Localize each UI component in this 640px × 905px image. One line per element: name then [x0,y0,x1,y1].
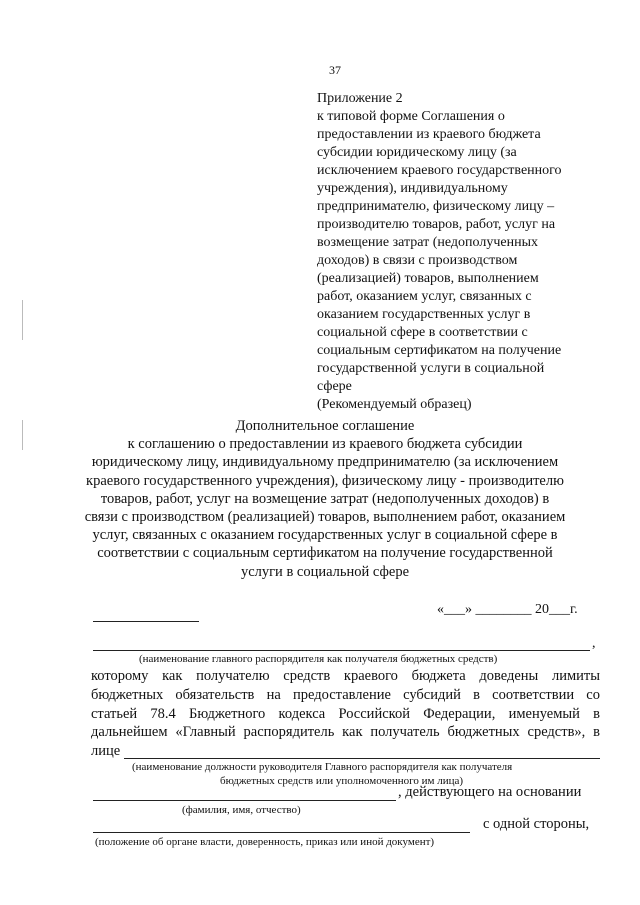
appendix-line: сфере [317,379,352,394]
body-line: которому как получателю средств краевого бюджета доведены лимиты [91,668,600,684]
appendix-line: исключением краевого государственного [317,163,562,178]
acting-basis-text: , действующего на основании [398,784,582,800]
appendix-line: к типовой форме Соглашения о [317,109,505,124]
comma: , [592,636,596,651]
position-blank [124,758,600,759]
appendix-line: оказанием государственных услуг в [317,307,531,322]
caption-position: (наименование должности руководителя Главного распорядителя как получателя [132,761,513,773]
title-line: связи с производством (реализацией) товаров, выполнением работ, оказанием [84,509,566,526]
appendix-line: учреждения), индивидуальному [317,181,508,196]
title-line: Дополнительное соглашение [235,418,415,434]
appendix-line: производителю товаров, работ, услуг на [317,217,556,232]
place-blank [93,621,199,622]
appendix-line: доходов) в связи с производством [317,253,518,268]
scan-artifact [22,300,23,340]
full-name-blank [93,800,396,801]
title-line: услуги в социальной сфере [240,563,410,580]
appendix-line: социальной сфере в соответствии с [317,325,528,340]
distributor-name-blank [93,650,590,651]
date-field: «___» ________ 20___г. [437,602,578,617]
appendix-header [317,90,617,414]
document-title [80,417,570,581]
caption-position-cont: бюджетных средств или уполномоченного им лица) [220,775,464,787]
appendix-line: (реализацией) товаров, выполнением [317,271,539,286]
scan-artifact [22,420,23,450]
caption-full-name: (фамилия, имя, отчество) [182,804,301,816]
one-side-text: с одной стороны, [483,816,590,832]
face-label: лице [91,743,121,759]
appendix-line: (Рекомендуемый образец) [317,397,472,412]
title-line: юридическому лицу, индивидуальному предпринимателю (за исключением [91,454,559,471]
appendix-line: предоставлении из краевого бюджета [317,127,541,142]
caption-basis-document: (положение об органе власти, доверенность, приказ или иной документ) [95,836,435,848]
title-line: краевого государственного учреждения), физическому лицу - производителю [86,472,564,489]
appendix-line: предпринимателю, физическому лицу – [317,199,555,214]
appendix-line: работ, оказанием услуг, связанных с [317,289,532,304]
caption-distributor-name: (наименование главного распорядителя как получателя бюджетных средств) [139,653,498,665]
title-line: к соглашению о предоставлении из краевого бюджета субсидии [127,436,523,453]
title-line: товаров, работ, услуг на возмещение затрат (недополученных доходов) в [100,490,550,507]
appendix-line: субсидии юридическому лицу (за [317,145,517,160]
appendix-line: Приложение 2 [317,91,403,106]
appendix-line: социальным сертификатом на получение [317,343,562,358]
page-number: 37 [329,63,341,77]
title-line: услуг, связанных с оказанием государственных услуг в социальной сфере в [92,527,558,544]
appendix-line: возмещение затрат (недополученных [317,235,538,250]
body-line: бюджетных обязательств на предоставление субсидий в соответствии со [91,687,600,703]
basis-document-blank [93,832,470,833]
title-line: соответствии с социальным сертификатом на получение государственной [97,545,553,562]
appendix-line: государственной услуги в социальной [317,361,545,376]
body-line: дальнейшем «Главный распорядитель как получатель бюджетных средств», в [91,724,600,740]
body-line: статьей 78.4 Бюджетного кодекса Российской Федерации, именуемый в [91,706,600,722]
